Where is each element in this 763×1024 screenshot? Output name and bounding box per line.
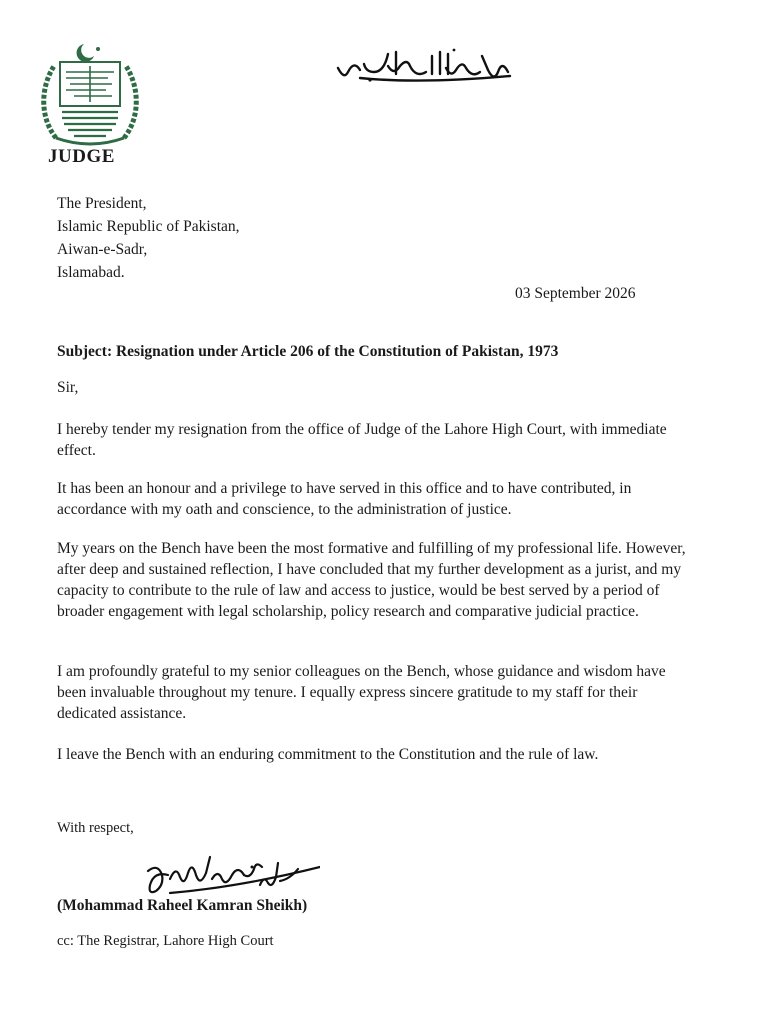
body-paragraph: I am profoundly grateful to my senior colleagues on the Bench, whose guidance and wisdom have been invaluable throughout my tenure. I equally express sincere gratitude to my staff for their dedicated assistance.: [57, 663, 666, 722]
recipient-line: The President,: [57, 195, 147, 212]
basmala-calligraphy-icon: [330, 42, 520, 86]
recipient-address: [57, 192, 240, 284]
recipient-line: Islamic Republic of Pakistan,: [57, 218, 240, 235]
recipient-line: Aiwan-e-Sadr,: [57, 241, 148, 258]
body-paragraph: It has been an honour and a privilege to have served in this office and to have contributed, in accordance with my oath and conscience, to the administration of justice.: [57, 480, 632, 518]
signatory-name: (Mohammad Raheel Kamran Sheikh): [57, 897, 308, 914]
body-paragraph: I leave the Bench with an enduring commitment to the Constitution and the rule of law.: [57, 746, 599, 763]
handwritten-signature-icon: [140, 845, 320, 905]
lahore-high-court-emblem-icon: [36, 38, 144, 158]
recipient-line: Islamabad.: [57, 264, 125, 281]
body-paragraph: My years on the Bench have been the most formative and fulfilling of my professional life. However, after deep and sustained reflection, I have concluded that my further development as a jurist, and my capacity to contribute to the rule of law and access to justice, would be best served by a period of broader engagement with legal scholarship, policy research and comparative judicial practice.: [57, 540, 686, 620]
cc-line: cc: The Registrar, Lahore High Court: [57, 933, 274, 949]
closing-phrase: With respect,: [57, 820, 134, 836]
salutation: Sir,: [57, 379, 79, 396]
body-paragraph: I hereby tender my resignation from the office of Judge of the Lahore High Court, with immediate effect.: [57, 421, 667, 459]
subject-line: Subject: Resignation under Article 206 of the Constitution of Pakistan, 1973: [57, 343, 559, 360]
letter-date: 03 September 2026: [515, 285, 636, 302]
letterhead-title: JUDGE: [48, 146, 115, 167]
